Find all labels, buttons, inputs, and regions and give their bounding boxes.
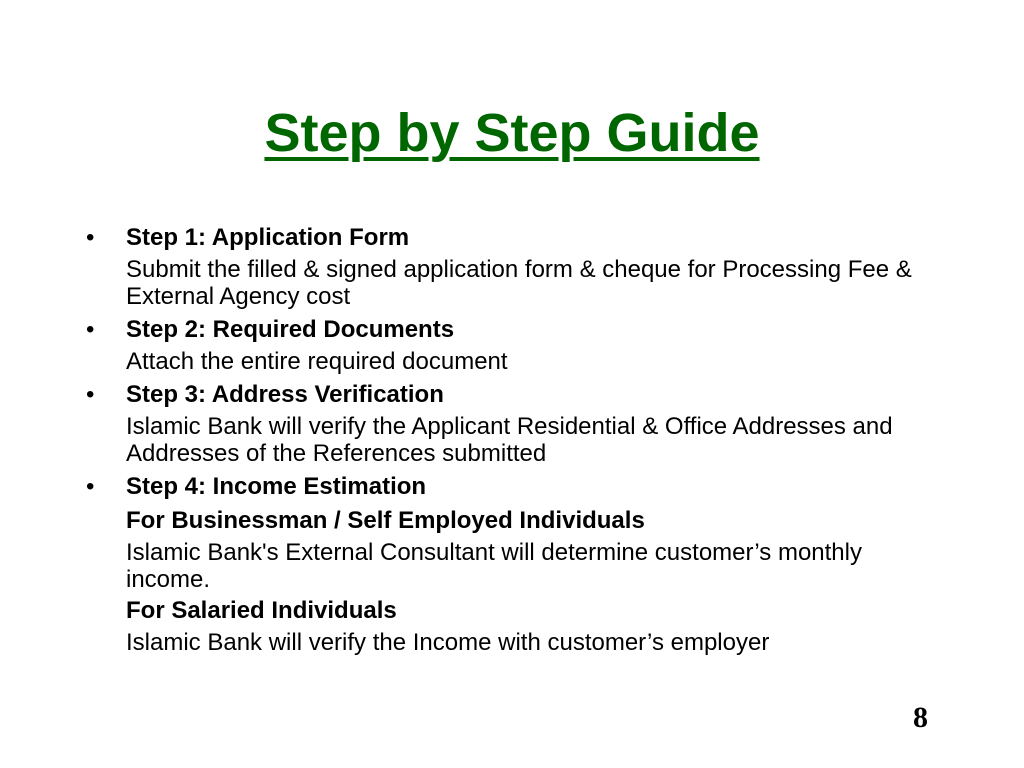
page-number: 8 [913,701,928,734]
step-1 [86,222,946,310]
step-3-description: Islamic Bank will verify the Applicant Residential & Office Addresses and Addresses of the References submitted [126,413,893,467]
step-4-heading: Step 4: Income Estimation [126,473,427,500]
bullet: • [86,316,95,343]
step-4-sub-1-heading: For Businessman / Self Employed Individuals [126,507,645,534]
step-4-sub-2-description: Islamic Bank will verify the Income with customer’s employer [126,629,770,656]
step-3-heading: Step 3: Address Verification [126,381,444,408]
step-4-sub-1-description: Islamic Bank's External Consultant will determine customer’s monthly income. [126,539,862,593]
step-1-description: Submit the filled & signed application form & cheque for Processing Fee & External Agency cost [126,256,912,310]
bullet: • [86,224,95,251]
step-4-sub-2-heading: For Salaried Individuals [126,597,397,624]
step-2-heading: Step 2: Required Documents [126,316,455,343]
step-3 [86,379,946,467]
step-2 [86,314,946,375]
step-4 [86,471,946,656]
step-2-description: Attach the entire required document [126,348,508,375]
step-1-heading: Step 1: Application Form [126,224,410,251]
bullet: • [86,381,95,408]
bullet: • [86,473,95,500]
steps-list [86,222,946,656]
slide-title: Step by Step Guide [264,103,760,163]
